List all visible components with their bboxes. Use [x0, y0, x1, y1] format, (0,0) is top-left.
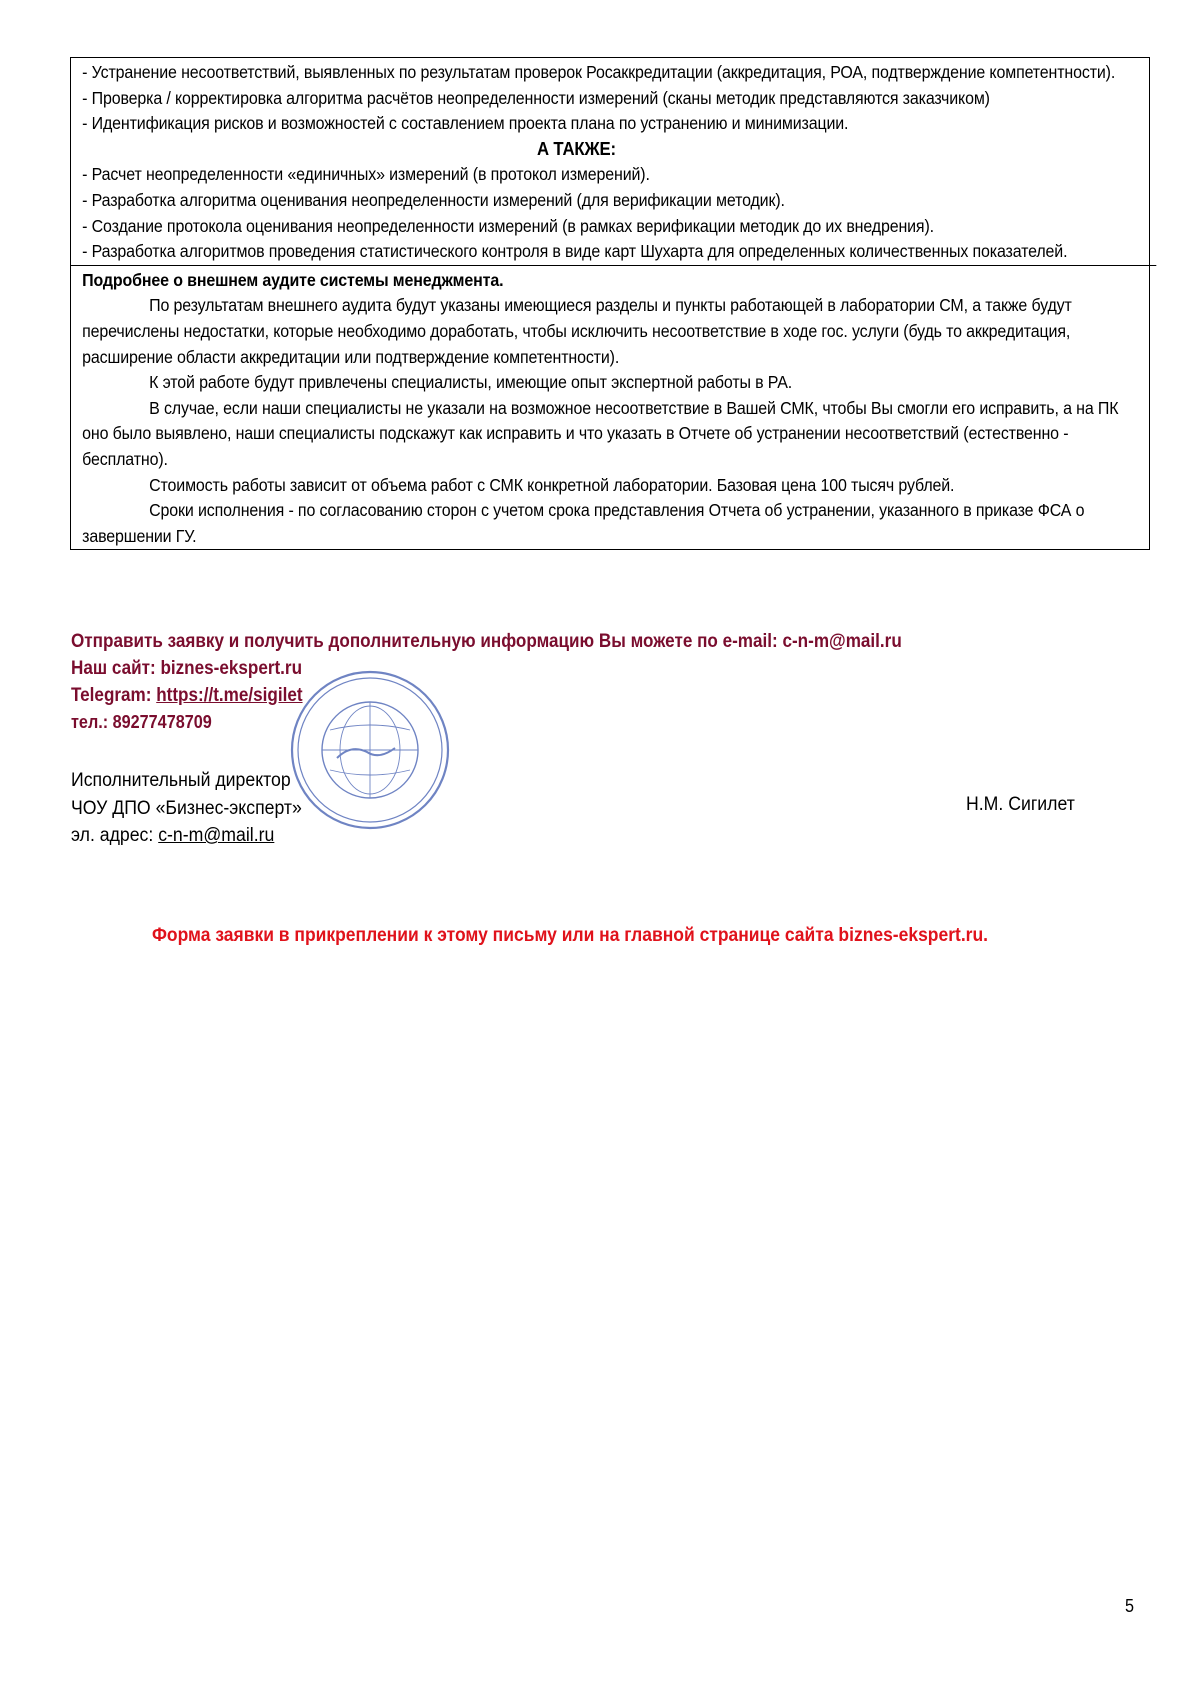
site-link[interactable]: biznes-ekspert.ru [160, 658, 303, 679]
services-cell [71, 58, 1156, 265]
telegram-link[interactable]: https://t.me/sigilet [156, 685, 303, 706]
service-line: - Разработка алгоритма оценивания неопределенности измерений (для верификации методик). [82, 189, 785, 210]
audit-paragraph: По результатам внешнего аудита будут указаны имеющиеся разделы и пункты работающей в лаборатории СМ, а также будут перечислены недостатки, которые необходимо доработать, чтобы исключить несоответствие в ходе гос. услуги (будь то аккредитация, расширение области аккредитации или подтверждение компетентности). [82, 295, 1072, 367]
email-link[interactable]: c-n-m@mail.ru [158, 825, 275, 846]
service-line: - Идентификация рисков и возможностей с составлением проекта плана по устранению и минимизации. [82, 113, 849, 134]
request-line: Отправить заявку и получить дополнительную информацию Вы можете по e-mail: c-n-m@mail.ru [71, 631, 902, 652]
site-line: Наш сайт: biznes-ekspert.ru [71, 658, 303, 679]
services-table [70, 57, 1150, 550]
page-number: 5 [1125, 1596, 1135, 1616]
email-line: эл. адрес: c-n-m@mail.ru [71, 825, 275, 846]
audit-paragraph: В случае, если наши специалисты не указали на возможное несоответствие в Вашей СМК, чтобы Вы смогли его исправить, а на ПК оно было выявлено, наши специалисты подскажут как исправить и что указать в Отчете об устранении несоответствий (естественно - бесплатно). [82, 397, 1119, 469]
audit-paragraph: Стоимость работы зависит от объема работ с СМК конкретной лаборатории. Базовая цена 100 тысяч рублей. [149, 474, 955, 495]
form-note: Форма заявки в прикреплении к этому письму или на главной странице сайта biznes-ekspert.ru. [152, 925, 989, 946]
service-line: - Устранение несоответствий, выявленных по результатам проверок Росаккредитации (аккредитация, РОА, подтверждение компетентности). [82, 62, 1116, 82]
audit-details-cell [71, 265, 1156, 550]
signer-name: Н.М. Сигилет [966, 794, 1075, 815]
audit-heading: Подробнее о внешнем аудите системы менеджмента. [82, 269, 504, 290]
service-line: - Создание протокола оценивания неопределенности измерений (в рамках верификации методик до их внедрения). [82, 215, 934, 236]
phone-line: тел.: 89277478709 [71, 712, 212, 732]
organization-name: ЧОУ ДПО «Бизнес-эксперт» [71, 797, 302, 819]
contacts-block [71, 628, 902, 736]
telegram-line: Telegram: https://t.me/sigilet [71, 685, 303, 706]
service-line: - Расчет неопределенности «единичных» измерений (в протокол измерений). [82, 164, 650, 185]
audit-paragraph: Сроки исполнения - по согласованию сторон с учетом срока представления Отчета об устранении, указанного в приказе ФСА о завершении ГУ. [82, 500, 1085, 546]
audit-paragraph: К этой работе будут привлечены специалисты, имеющие опыт экспертной работы в РА. [149, 372, 793, 393]
service-line: - Разработка алгоритмов проведения статистического контроля в виде карт Шухарта для определенных количественных показателей. [82, 241, 1068, 262]
signer-position: Исполнительный директор [71, 770, 291, 791]
service-line: - Проверка / корректировка алгоритма расчётов неопределенности измерений (сканы методик представляются заказчиком) [82, 87, 990, 108]
signature-block [71, 767, 302, 850]
also-heading: А ТАКЖЕ: [536, 138, 616, 159]
